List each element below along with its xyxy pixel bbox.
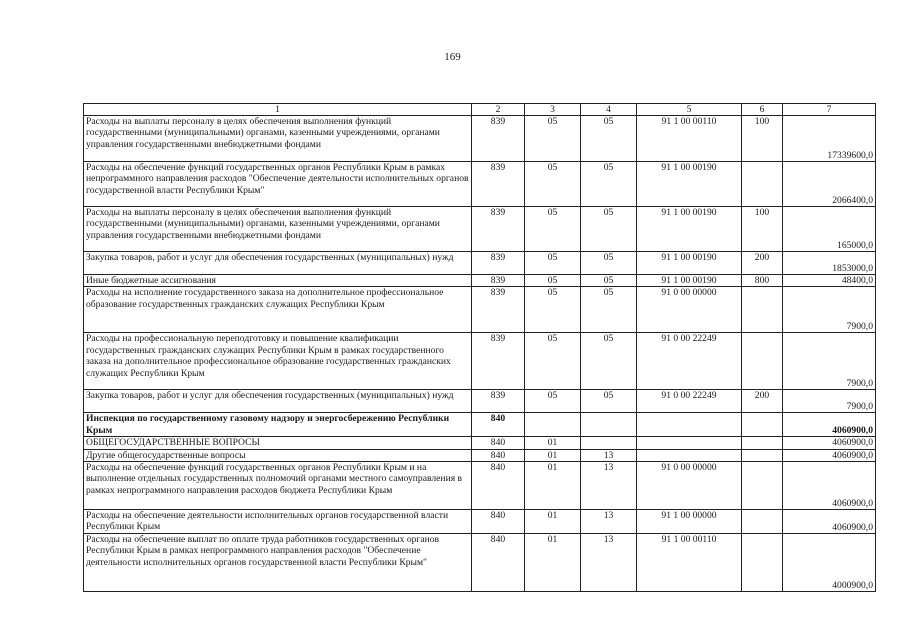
- row-code-target: 91 1 00 00190: [637, 275, 742, 287]
- row-code-expense-type: 100: [742, 207, 783, 252]
- row-code-expense-type: [742, 449, 783, 461]
- header-cell: 4: [581, 104, 637, 116]
- header-cell: 3: [525, 104, 581, 116]
- row-code-subsection: 13: [581, 510, 637, 534]
- row-code-target: 91 0 00 22249: [637, 390, 742, 413]
- row-description: Расходы на выплаты персоналу в целях обеспечения выполнения функций государственными (муниципальными) органами, казенными учреждениями, органами управления государственными внебюджетными фондами: [84, 116, 472, 162]
- row-code-expense-type: 200: [742, 252, 783, 275]
- row-code-subsection: 13: [581, 534, 637, 592]
- row-code-ministry: 839: [472, 287, 525, 333]
- row-code-target: [637, 437, 742, 449]
- row-amount: 4000900,0: [783, 534, 876, 592]
- row-code-expense-type: [742, 462, 783, 510]
- row-code-subsection: 05: [581, 287, 637, 333]
- row-code-section: 05: [525, 162, 581, 207]
- row-amount: 4060900,0: [783, 413, 876, 437]
- row-code-section: 05: [525, 252, 581, 275]
- table-row: [84, 534, 876, 592]
- table-row: [84, 462, 876, 510]
- row-code-ministry: 840: [472, 534, 525, 592]
- row-description: Расходы на обеспечение функций государственных органов Республики Крым и на выполнение отдельных государственных полномочий органами местного самоуправления в рамках непрограммного направления расходов бюджета Республики Крым: [84, 462, 472, 510]
- table-row: [84, 413, 876, 437]
- row-code-ministry: 840: [472, 462, 525, 510]
- row-code-section: 01: [525, 510, 581, 534]
- row-code-expense-type: 800: [742, 275, 783, 287]
- row-code-expense-type: [742, 413, 783, 437]
- row-amount: 7900,0: [783, 287, 876, 333]
- table-row: [84, 116, 876, 162]
- row-code-target: [637, 413, 742, 437]
- row-code-subsection: 05: [581, 162, 637, 207]
- table-row: [84, 333, 876, 390]
- budget-table: [83, 103, 876, 592]
- row-description: Расходы на обеспечение выплат по оплате труда работников государственных органов Республики Крым в рамках непрограммного направления расходов "Обеспечение деятельности исполнительных органов государственной власти Республики Крым": [84, 534, 472, 592]
- row-code-target: 91 1 00 00190: [637, 162, 742, 207]
- row-code-target: [637, 449, 742, 461]
- row-code-ministry: 840: [472, 413, 525, 437]
- row-code-subsection: 05: [581, 390, 637, 413]
- header-cell: 2: [472, 104, 525, 116]
- row-code-expense-type: [742, 437, 783, 449]
- row-code-ministry: 839: [472, 207, 525, 252]
- row-code-section: 05: [525, 207, 581, 252]
- row-code-expense-type: [742, 287, 783, 333]
- row-amount: 4060900,0: [783, 462, 876, 510]
- row-code-ministry: 840: [472, 437, 525, 449]
- row-code-target: 91 0 00 00000: [637, 287, 742, 333]
- table-row: [84, 207, 876, 252]
- row-code-subsection: [581, 413, 637, 437]
- row-code-subsection: [581, 437, 637, 449]
- row-amount: 4060900,0: [783, 510, 876, 534]
- row-code-section: 01: [525, 437, 581, 449]
- row-amount: 4060900,0: [783, 449, 876, 461]
- row-code-ministry: 839: [472, 333, 525, 390]
- row-code-subsection: 05: [581, 275, 637, 287]
- row-description: Расходы на обеспечение деятельности исполнительных органов государственной власти Республики Крым: [84, 510, 472, 534]
- row-description: Закупка товаров, работ и услуг для обеспечения государственных (муниципальных) нужд: [84, 252, 472, 275]
- table-row: [84, 287, 876, 333]
- row-description: Другие общегосударственные вопросы: [84, 449, 472, 461]
- row-code-section: 05: [525, 116, 581, 162]
- row-code-expense-type: 200: [742, 390, 783, 413]
- row-description: Расходы на исполнение государственного заказа на дополнительное профессиональное образование государственных гражданских служащих Республики Крым: [84, 287, 472, 333]
- row-code-subsection: 05: [581, 116, 637, 162]
- row-amount: 1853000,0: [783, 252, 876, 275]
- table-row: [84, 162, 876, 207]
- row-code-ministry: 839: [472, 390, 525, 413]
- table-row: [84, 449, 876, 461]
- row-amount: 7900,0: [783, 333, 876, 390]
- row-code-target: 91 0 00 00000: [637, 462, 742, 510]
- row-code-target: 91 1 00 00110: [637, 534, 742, 592]
- row-code-section: 05: [525, 275, 581, 287]
- row-code-expense-type: [742, 510, 783, 534]
- row-code-ministry: 839: [472, 252, 525, 275]
- table-row: [84, 390, 876, 413]
- row-code-target: 91 1 00 00190: [637, 207, 742, 252]
- row-amount: 48400,0: [783, 275, 876, 287]
- row-description: Закупка товаров, работ и услуг для обеспечения государственных (муниципальных) нужд: [84, 390, 472, 413]
- table-row: [84, 252, 876, 275]
- header-cell: 6: [742, 104, 783, 116]
- row-description: Расходы на обеспечение функций государственных органов Республики Крым в рамках непрограммного направления расходов "Обеспечение деятельности исполнительных органов государственной власти Республики Крым": [84, 162, 472, 207]
- row-code-ministry: 839: [472, 162, 525, 207]
- row-code-ministry: 840: [472, 510, 525, 534]
- row-code-target: 91 1 00 00110: [637, 116, 742, 162]
- row-code-ministry: 840: [472, 449, 525, 461]
- row-code-target: 91 1 00 00190: [637, 252, 742, 275]
- row-code-section: [525, 413, 581, 437]
- row-code-expense-type: [742, 333, 783, 390]
- table-row: [84, 275, 876, 287]
- page-number: 169: [444, 51, 461, 63]
- row-amount: 165000,0: [783, 207, 876, 252]
- row-code-subsection: 05: [581, 252, 637, 275]
- row-code-ministry: 839: [472, 116, 525, 162]
- row-code-subsection: 13: [581, 462, 637, 510]
- header-cell: 5: [637, 104, 742, 116]
- row-amount: 17339600,0: [783, 116, 876, 162]
- row-code-section: 05: [525, 333, 581, 390]
- row-code-subsection: 13: [581, 449, 637, 461]
- row-code-ministry: 839: [472, 275, 525, 287]
- row-code-section: 05: [525, 390, 581, 413]
- table-row: [84, 437, 876, 449]
- row-description: Расходы на выплаты персоналу в целях обеспечения выполнения функций государственными (муниципальными) органами, казенными учреждениями, органами управления государственными внебюджетными фондами: [84, 207, 472, 252]
- header-cell: 1: [84, 104, 472, 116]
- row-code-expense-type: [742, 162, 783, 207]
- row-amount: 7900,0: [783, 390, 876, 413]
- row-code-expense-type: [742, 534, 783, 592]
- table-header-row: [84, 104, 876, 116]
- row-description: Иные бюджетные ассигнования: [84, 275, 472, 287]
- header-cell: 7: [783, 104, 876, 116]
- row-description: Инспекция по государственному газовому надзору и энергосбережению Республики Крым: [84, 413, 472, 437]
- row-code-subsection: 05: [581, 207, 637, 252]
- row-code-section: 01: [525, 462, 581, 510]
- row-code-subsection: 05: [581, 333, 637, 390]
- row-code-section: 01: [525, 534, 581, 592]
- row-description: ОБЩЕГОСУДАРСТВЕННЫЕ ВОПРОСЫ: [84, 437, 472, 449]
- row-description: Расходы на профессиональную переподготовку и повышение квалификации государственных гражданских служащих Республики Крым в рамках государственного заказа на дополнительное профессиональное образование государственных гражданских служащих Республики Крым: [84, 333, 472, 390]
- row-code-section: 01: [525, 449, 581, 461]
- row-code-target: 91 1 00 00000: [637, 510, 742, 534]
- row-code-section: 05: [525, 287, 581, 333]
- row-code-expense-type: 100: [742, 116, 783, 162]
- row-amount: 4060900,0: [783, 437, 876, 449]
- row-amount: 2066400,0: [783, 162, 876, 207]
- row-code-target: 91 0 00 22249: [637, 333, 742, 390]
- table-row: [84, 510, 876, 534]
